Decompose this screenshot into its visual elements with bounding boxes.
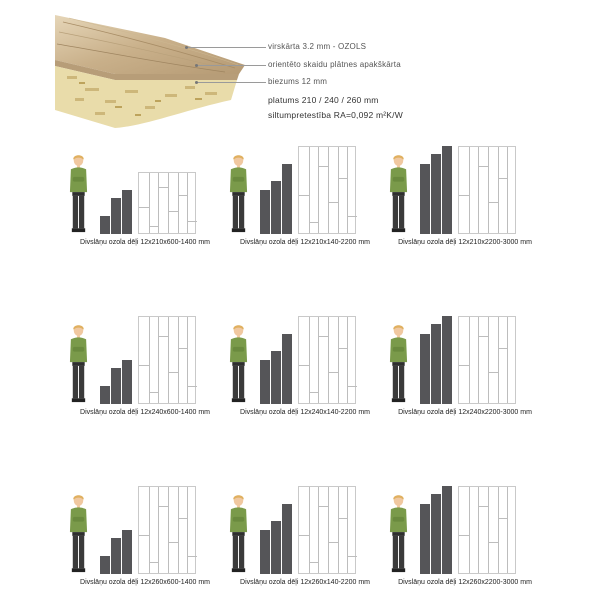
- board-joint: [318, 506, 328, 507]
- length-bar: [100, 556, 110, 574]
- board-joint: [149, 392, 159, 393]
- length-bar: [122, 190, 132, 234]
- board-seam: [178, 173, 179, 233]
- board-joint: [328, 542, 338, 543]
- panel-figure: [375, 126, 555, 238]
- board-seam: [338, 147, 339, 233]
- panel-figure: [215, 466, 395, 578]
- length-bar: [282, 334, 292, 404]
- length-bar: [442, 316, 452, 404]
- leader-dot-core: [195, 64, 198, 67]
- board-joint: [478, 506, 488, 507]
- board-joint: [338, 348, 348, 349]
- board-seam: [507, 487, 508, 573]
- person-icon: [67, 154, 90, 234]
- board-joint: [478, 166, 488, 167]
- length-bar: [271, 351, 281, 404]
- board-seam: [347, 317, 348, 403]
- panel-240-short: [55, 296, 235, 424]
- board-joint: [459, 535, 469, 536]
- panel-figure: [55, 296, 235, 408]
- board-seam: [469, 487, 470, 573]
- panel-caption: Divslāņu ozola dēļi 12x260x2200-3000 mm: [398, 579, 532, 586]
- board-joint: [168, 211, 178, 212]
- board-joint: [459, 195, 469, 196]
- panel-210-short: [55, 126, 235, 254]
- board-seam: [347, 147, 348, 233]
- board-joint: [309, 392, 319, 393]
- board-joint: [498, 518, 508, 519]
- length-bar: [442, 146, 452, 234]
- leader-line-core: [196, 65, 266, 66]
- board-seam: [187, 317, 188, 403]
- length-bar: [282, 504, 292, 574]
- board-seam: [498, 487, 499, 573]
- board-joint: [187, 221, 197, 222]
- board-joint: [158, 336, 168, 337]
- board-seam: [149, 487, 150, 573]
- board-joint: [328, 372, 338, 373]
- board-joint: [139, 535, 149, 536]
- board-seam: [478, 487, 479, 573]
- board-layout-frame: [458, 316, 516, 404]
- panel-210-long: [375, 126, 555, 254]
- panel-260-short: [55, 466, 235, 594]
- board-layout-frame: [138, 316, 196, 404]
- panel-figure: [215, 126, 395, 238]
- board-seam: [469, 147, 470, 233]
- board-joint: [328, 202, 338, 203]
- length-bar: [260, 530, 270, 574]
- label-thermal: siltumpretestība RA=0,092 m²K/W: [268, 110, 403, 120]
- person-icon: [67, 494, 90, 574]
- board-seam: [309, 317, 310, 403]
- length-bar: [442, 486, 452, 574]
- board-seam: [488, 147, 489, 233]
- panel-caption: Divslāņu ozola dēļi 12x240x140-2200 mm: [240, 409, 370, 416]
- board-seam: [318, 487, 319, 573]
- board-seam: [187, 173, 188, 233]
- board-seam: [488, 317, 489, 403]
- length-bar: [420, 164, 430, 234]
- board-seam: [318, 317, 319, 403]
- label-core: orientēto skaidu plātnes apakškārta: [268, 60, 401, 69]
- panel-caption: Divslāņu ozola dēļi 12x260x600-1400 mm: [80, 579, 210, 586]
- board-joint: [347, 386, 357, 387]
- board-joint: [178, 348, 188, 349]
- board-seam: [158, 317, 159, 403]
- panel-figure: [55, 126, 235, 238]
- board-layout-frame: [458, 486, 516, 574]
- panel-260-long: [375, 466, 555, 594]
- board-seam: [328, 317, 329, 403]
- board-layout-frame: [298, 146, 356, 234]
- board-seam: [178, 487, 179, 573]
- board-joint: [178, 518, 188, 519]
- board-joint: [187, 556, 197, 557]
- length-bar: [260, 360, 270, 404]
- length-bar: [420, 334, 430, 404]
- board-joint: [139, 207, 149, 208]
- panel-caption: Divslāņu ozola dēļi 12x210x2200-3000 mm: [398, 239, 532, 246]
- panel-figure: [55, 466, 235, 578]
- panel-240-medium: [215, 296, 395, 424]
- leader-line-top-layer: [186, 47, 266, 48]
- board-joint: [149, 226, 159, 227]
- leader-dot-top-layer: [185, 46, 188, 49]
- length-bar: [271, 181, 281, 234]
- board-seam: [149, 317, 150, 403]
- panel-figure: [375, 296, 555, 408]
- panel-260-medium: [215, 466, 395, 594]
- label-widths: platums 210 / 240 / 260 mm: [268, 95, 379, 105]
- length-bar: [260, 190, 270, 234]
- board-seam: [478, 147, 479, 233]
- board-joint: [187, 386, 197, 387]
- panel-240-long: [375, 296, 555, 424]
- length-bar: [111, 198, 121, 234]
- panel-caption: Divslāņu ozola dēļi 12x260x140-2200 mm: [240, 579, 370, 586]
- board-joint: [309, 562, 319, 563]
- board-seam: [168, 487, 169, 573]
- board-seam: [507, 147, 508, 233]
- length-bar: [100, 386, 110, 404]
- length-bar: [100, 216, 110, 234]
- board-joint: [158, 187, 168, 188]
- board-joint: [488, 542, 498, 543]
- board-seam: [149, 173, 150, 233]
- board-joint: [338, 178, 348, 179]
- board-joint: [478, 336, 488, 337]
- board-seam: [158, 173, 159, 233]
- board-seam: [158, 487, 159, 573]
- board-seam: [469, 317, 470, 403]
- board-joint: [347, 556, 357, 557]
- length-bar: [420, 504, 430, 574]
- leader-line-thickness: [196, 82, 266, 83]
- board-joint: [139, 365, 149, 366]
- board-joint: [168, 372, 178, 373]
- board-seam: [347, 487, 348, 573]
- board-joint: [498, 178, 508, 179]
- board-joint: [149, 562, 159, 563]
- board-seam: [168, 173, 169, 233]
- length-bar: [122, 360, 132, 404]
- board-joint: [459, 365, 469, 366]
- person-icon: [387, 494, 410, 574]
- board-seam: [507, 317, 508, 403]
- panel-figure: [215, 296, 395, 408]
- board-seam: [168, 317, 169, 403]
- board-seam: [488, 487, 489, 573]
- board-seam: [478, 317, 479, 403]
- board-seam: [328, 147, 329, 233]
- board-layout-frame: [138, 486, 196, 574]
- board-seam: [498, 147, 499, 233]
- length-bar: [122, 530, 132, 574]
- length-bar: [431, 324, 441, 404]
- label-top-layer: virskārta 3.2 mm - OZOLS: [268, 42, 367, 51]
- board-layout-frame: [298, 316, 356, 404]
- length-bar: [271, 521, 281, 574]
- length-bar: [431, 154, 441, 234]
- length-bar: [431, 494, 441, 574]
- panel-caption: Divslāņu ozola dēļi 12x240x2200-3000 mm: [398, 409, 532, 416]
- board-seam: [309, 487, 310, 573]
- length-bar: [111, 368, 121, 404]
- board-layout-frame: [458, 146, 516, 234]
- panel-caption: Divslāņu ozola dēļi 12x210x600-1400 mm: [80, 239, 210, 246]
- board-joint: [488, 372, 498, 373]
- panel-caption: Divslāņu ozola dēļi 12x210x140-2200 mm: [240, 239, 370, 246]
- person-icon: [227, 154, 250, 234]
- board-joint: [347, 216, 357, 217]
- board-joint: [498, 348, 508, 349]
- board-joint: [178, 195, 188, 196]
- leader-dot-thickness: [195, 81, 198, 84]
- person-icon: [227, 494, 250, 574]
- board-seam: [498, 317, 499, 403]
- board-joint: [488, 202, 498, 203]
- board-seam: [318, 147, 319, 233]
- panel-figure: [375, 466, 555, 578]
- board-joint: [338, 518, 348, 519]
- board-joint: [309, 222, 319, 223]
- board-seam: [309, 147, 310, 233]
- board-seam: [338, 487, 339, 573]
- label-thickness: biezums 12 mm: [268, 77, 328, 86]
- person-icon: [67, 324, 90, 404]
- board-joint: [299, 535, 309, 536]
- board-joint: [299, 365, 309, 366]
- board-layout-frame: [298, 486, 356, 574]
- board-joint: [168, 542, 178, 543]
- board-joint: [299, 195, 309, 196]
- board-joint: [318, 336, 328, 337]
- panel-caption: Divslāņu ozola dēļi 12x240x600-1400 mm: [80, 409, 210, 416]
- board-seam: [328, 487, 329, 573]
- board-seam: [178, 317, 179, 403]
- plank-cross-section-icon: [55, 10, 255, 128]
- board-joint: [318, 166, 328, 167]
- person-icon: [387, 324, 410, 404]
- person-icon: [387, 154, 410, 234]
- length-bar: [111, 538, 121, 574]
- board-seam: [338, 317, 339, 403]
- board-seam: [187, 487, 188, 573]
- board-joint: [158, 506, 168, 507]
- panel-210-medium: [215, 126, 395, 254]
- person-icon: [227, 324, 250, 404]
- length-bar: [282, 164, 292, 234]
- board-layout-frame: [138, 172, 196, 234]
